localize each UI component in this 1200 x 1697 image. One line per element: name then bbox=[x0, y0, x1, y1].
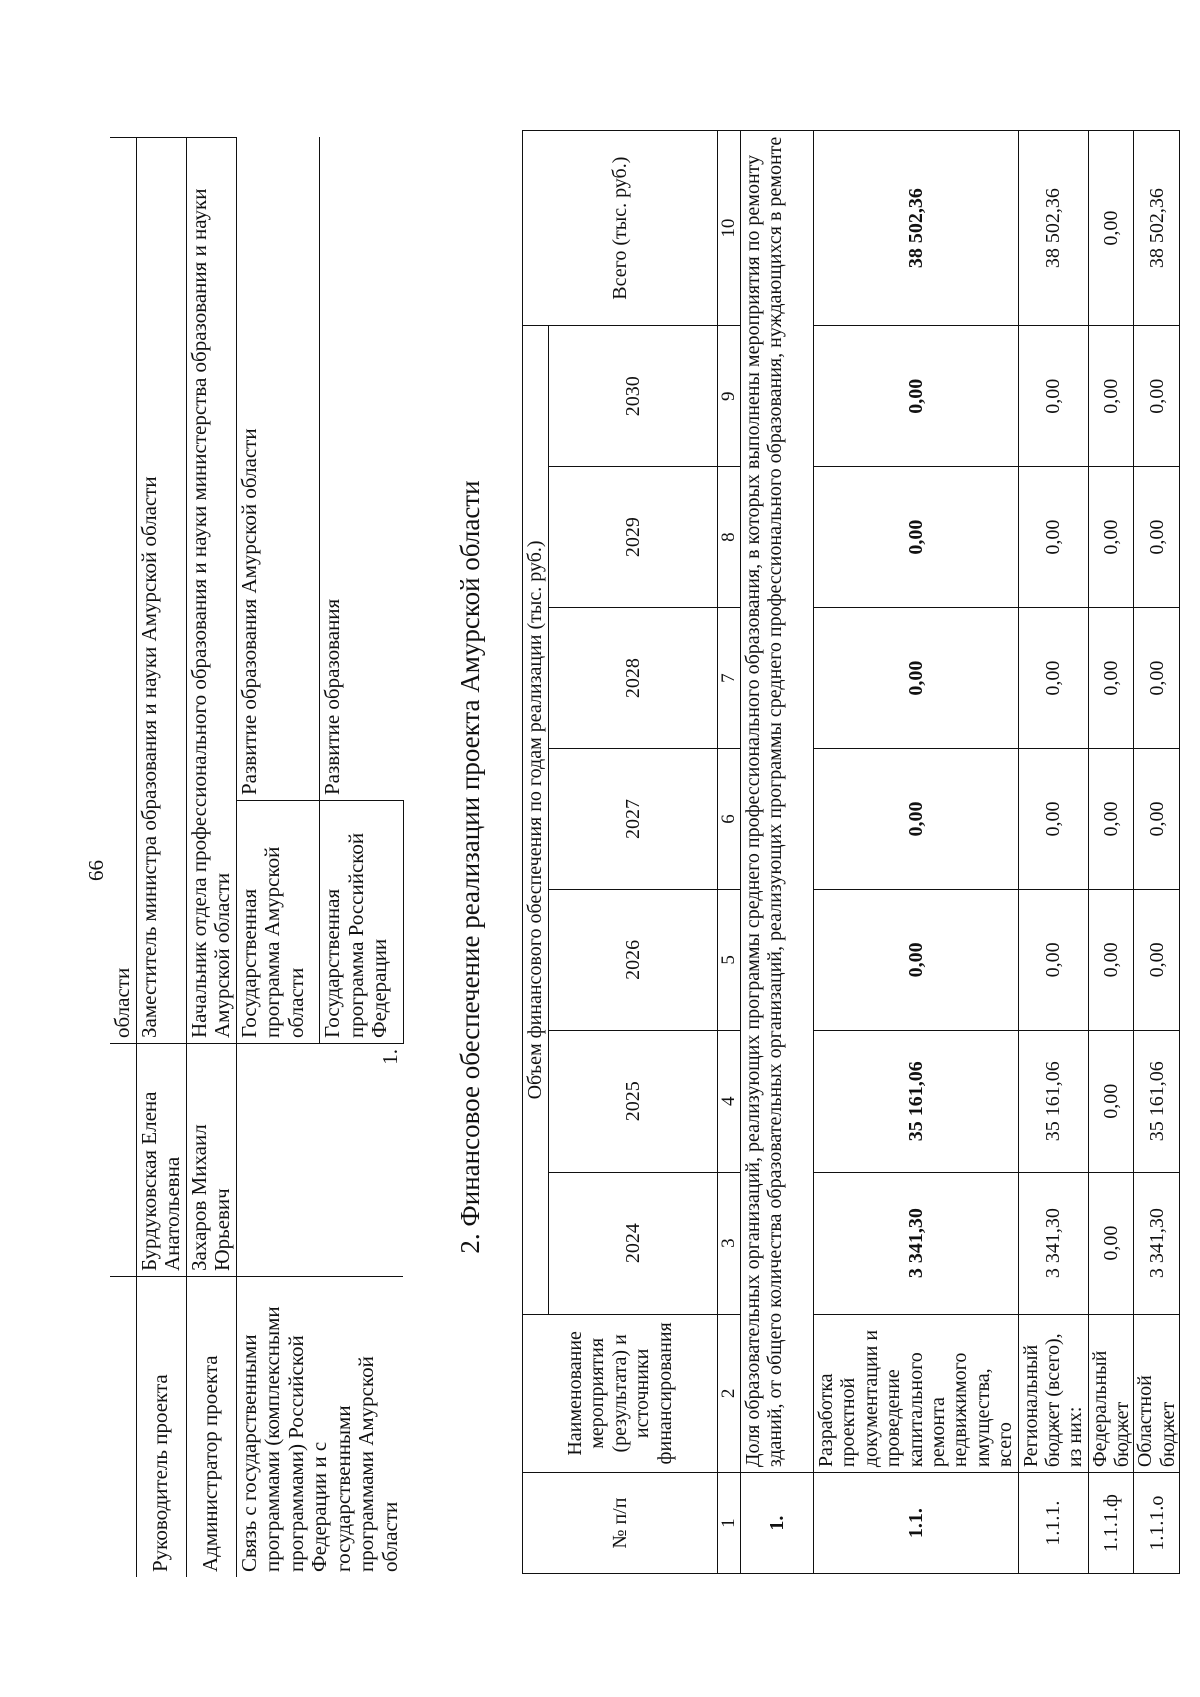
header-year: 2027 bbox=[549, 749, 718, 890]
row-name: Федеральный бюджет bbox=[1088, 1314, 1134, 1473]
cell-value: 0,00 bbox=[814, 326, 1019, 467]
table-row bbox=[110, 138, 136, 1578]
cell-value: 0,00 bbox=[1134, 326, 1180, 467]
person-name: Захаров Михаил Юрьевич bbox=[186, 1044, 236, 1277]
goal-row bbox=[741, 131, 814, 1574]
cell-value: 0,00 bbox=[814, 749, 1019, 890]
cell-value: 0,00 bbox=[1088, 889, 1134, 1030]
program-name: Развитие образования Амурской области bbox=[236, 138, 320, 801]
header-volume: Объем финансового обеспечения по годам реализации (тыс. руб.) bbox=[523, 326, 549, 1314]
row-label: Руководитель проекта bbox=[136, 1277, 186, 1578]
row-number: 1.1.1.ф bbox=[1088, 1473, 1134, 1574]
cell-value: 0,00 bbox=[814, 467, 1019, 608]
header-name: Наименование мероприятия (результата) и источники финансирования bbox=[523, 1314, 718, 1473]
cell-value: 35 161,06 bbox=[1134, 1030, 1180, 1172]
cell-value: 0,00 bbox=[814, 889, 1019, 1030]
position-continuation: области bbox=[110, 138, 136, 1044]
cell-value: 0,00 bbox=[1018, 467, 1088, 608]
program-link-number: 1. bbox=[236, 1044, 403, 1277]
program-name: Развитие образования bbox=[320, 138, 404, 801]
row-name: Региональный бюджет (всего), из них: bbox=[1018, 1314, 1088, 1473]
cell-value: 0,00 bbox=[814, 608, 1019, 749]
header-year: 2029 bbox=[549, 467, 718, 608]
row-name: Областной бюджет bbox=[1134, 1314, 1180, 1473]
cell-value: 0,00 bbox=[1088, 749, 1134, 890]
program-type: Государственная программа Амурской области bbox=[236, 801, 320, 1044]
cell-value: 0,00 bbox=[1088, 608, 1134, 749]
column-number: 2 bbox=[718, 1314, 741, 1473]
cell-value: 0,00 bbox=[1088, 1172, 1134, 1314]
cell-value: 0,00 bbox=[1134, 749, 1180, 890]
row-number: 1.1. bbox=[814, 1473, 1019, 1574]
column-number: 6 bbox=[718, 749, 741, 890]
table-row bbox=[236, 138, 320, 1578]
cell-value: 35 161,06 bbox=[1018, 1030, 1088, 1172]
row-name: Разработка проектной документации и проведение капитального ремонта недвижимого имущества, всего bbox=[814, 1314, 1019, 1473]
table-row bbox=[1018, 131, 1088, 1574]
cell-value: 0,00 bbox=[1088, 326, 1134, 467]
table-row bbox=[1134, 131, 1180, 1574]
column-number: 7 bbox=[718, 608, 741, 749]
header-total: Всего (тыс. руб.) bbox=[523, 131, 718, 326]
cell-value: 3 341,30 bbox=[1134, 1172, 1180, 1314]
header-year: 2030 bbox=[549, 326, 718, 467]
page-number: 66 bbox=[84, 860, 108, 881]
cell-value: 0,00 bbox=[1018, 749, 1088, 890]
cell-value: 3 341,30 bbox=[814, 1172, 1019, 1314]
cell-total: 38 502,36 bbox=[814, 131, 1019, 326]
person-position: Заместитель министра образования и науки Амурской области bbox=[136, 138, 186, 1044]
table-row bbox=[1088, 131, 1134, 1574]
cell-value: 0,00 bbox=[1018, 889, 1088, 1030]
row-number: 1.1.1. bbox=[1018, 1473, 1088, 1574]
goal-number: 1. bbox=[741, 1473, 814, 1574]
cell-value: 0,00 bbox=[1088, 467, 1134, 608]
cell-value: 0,00 bbox=[1018, 608, 1088, 749]
table-row bbox=[814, 131, 1019, 1574]
program-type: Государственная программа Российской Федерации bbox=[320, 801, 404, 1044]
cell-value: 35 161,06 bbox=[814, 1030, 1019, 1172]
goal-text: Доля образовательных организаций, реализующих программы среднего профессионального образования, в которых выполнены мероприятия по ремонту зданий, от общего количества образовательных организаций, реализующих программы среднего профессионального образования, нуждающихся в ремонте bbox=[741, 131, 814, 1473]
table-row bbox=[136, 138, 186, 1578]
column-number: 5 bbox=[718, 889, 741, 1030]
cell-value: 0,00 bbox=[1134, 889, 1180, 1030]
header-row bbox=[523, 131, 549, 1574]
row-label: Связь с государственными программами (комплексными программами) Российской Федерации и с государственными программами Амурской области bbox=[236, 1277, 403, 1578]
cell-value: 0,00 bbox=[1088, 1030, 1134, 1172]
column-number: 3 bbox=[718, 1172, 741, 1314]
row-label: Администратор проекта bbox=[186, 1277, 236, 1578]
cell-total: 38 502,36 bbox=[1134, 131, 1180, 326]
person-position: Начальник отдела профессионального образования и науки министерства образования и науки Амурской области bbox=[186, 138, 236, 1044]
section-title: 2. Финансовое обеспечение реализации проекта Амурской области bbox=[455, 480, 485, 1254]
cell-total: 0,00 bbox=[1088, 131, 1134, 326]
table-row bbox=[186, 138, 236, 1578]
column-number: 4 bbox=[718, 1030, 741, 1172]
header-year: 2024 bbox=[549, 1172, 718, 1314]
cell-total: 38 502,36 bbox=[1018, 131, 1088, 326]
financing-table bbox=[522, 130, 1180, 1574]
column-number: 8 bbox=[718, 467, 741, 608]
header-year: 2028 bbox=[549, 608, 718, 749]
cell-value: 0,00 bbox=[1134, 467, 1180, 608]
column-numbers-row bbox=[718, 131, 741, 1574]
project-info-table bbox=[110, 137, 404, 1577]
cell-value: 3 341,30 bbox=[1018, 1172, 1088, 1314]
person-name: Бурдуковская Елена Анатольевна bbox=[136, 1044, 186, 1277]
cell-value: 0,00 bbox=[1134, 608, 1180, 749]
header-year: 2025 bbox=[549, 1030, 718, 1172]
header-year: 2026 bbox=[549, 889, 718, 1030]
column-number: 9 bbox=[718, 326, 741, 467]
cell-value: 0,00 bbox=[1018, 326, 1088, 467]
header-num: № п/п bbox=[523, 1473, 718, 1574]
column-number: 1 bbox=[718, 1473, 741, 1574]
column-number: 10 bbox=[718, 131, 741, 326]
row-number: 1.1.1.о bbox=[1134, 1473, 1180, 1574]
